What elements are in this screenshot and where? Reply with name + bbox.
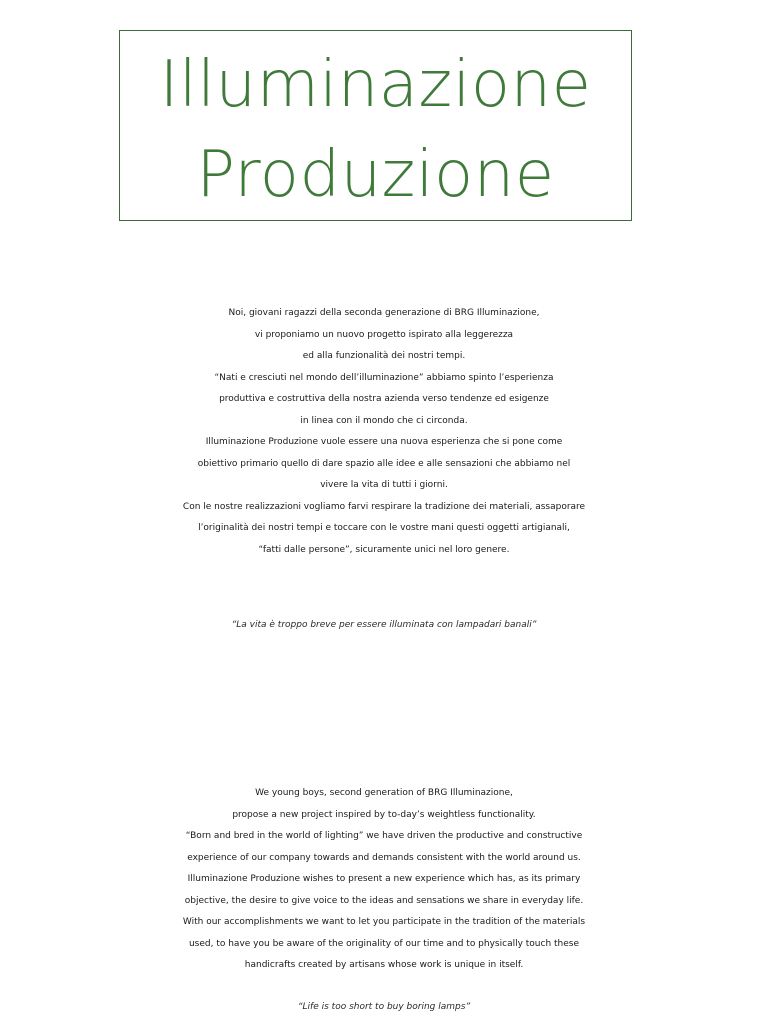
italian-paragraph [0,303,768,561]
logo-box [119,30,632,221]
italian-line: Con le nostre realizzazioni vogliamo farvi respirare la tradizione dei materiali, assaporare [182,501,586,512]
english-line: used, to have you be aware of the originality of our time and to physically touch these [188,938,580,949]
italian-line: vivere la vita di tutti i giorni. [320,480,448,490]
english-line: handicrafts created by artisans whose work is unique in itself. [244,960,524,970]
italian-line: Noi, giovani ragazzi della seconda generazione di BRG Illuminazione, [228,308,540,318]
italian-line: in linea con il mondo che ci circonda. [300,415,468,426]
italian-quote: “La vita è troppo breve per essere illuminata con lampadari banali” [231,620,537,630]
italian-line: l’originalità dei nostri tempi e toccare con le vostre mani questi oggetti artigianali, [198,523,570,533]
italian-line: vi proponiamo un nuovo progetto ispirato alla leggerezza [254,329,514,340]
italian-line: ed alla funzionalità dei nostri tempi. [302,351,466,361]
logo-title-line1: Illuminazione [159,48,592,122]
english-line: With our accomplishments we want to let you participate in the tradition of the materials [182,917,586,927]
english-line: experience of our company towards and demands consistent with the world around us. [187,852,581,863]
italian-line: “fatti dalle persone”, sicuramente unici nel loro genere. [258,544,510,555]
english-line: Illuminazione Produzione wishes to present a new experience which has, as its primary [187,874,581,884]
english-line: We young boys, second generation of BRG Illuminazione, [255,788,513,798]
english-line: objective, the desire to give voice to the ideas and sensations we share in everyday life. [184,895,584,906]
english-quote: “Life is too short to buy boring lamps” [297,1002,471,1012]
italian-line: Illuminazione Produzione vuole essere una nuova esperienza che si pone come [205,437,563,447]
italian-line: produttiva e costruttiva della nostra azienda verso tendenze ed esigenze [219,394,549,404]
english-paragraph [0,783,768,977]
logo-title-line2: Produzione [196,138,555,212]
english-line: “Born and bred in the world of lighting” we have driven the productive and constructive [185,831,583,841]
italian-line: obiettivo primario quello di dare spazio alle idee e alle sensazioni che abbiamo nel [197,458,571,469]
english-line: propose a new project inspired by to-day’s weightless functionality. [232,809,536,820]
italian-line: “Nati e cresciuti nel mondo dell’illuminazione” abbiamo spinto l’esperienza [214,372,554,383]
